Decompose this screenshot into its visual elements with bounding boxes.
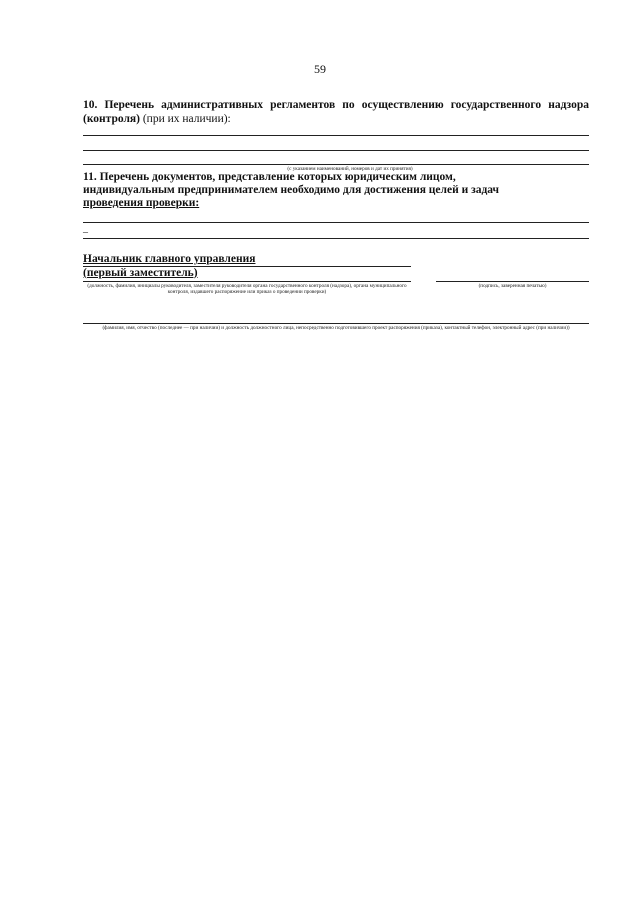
section-11-fill-line-2	[83, 238, 589, 239]
position-fill-line	[83, 266, 411, 267]
section-11-fill-line-1	[83, 222, 589, 223]
signature-caption: (подпись, заверенная печатью)	[478, 283, 547, 289]
section-11-dash: –	[83, 227, 88, 238]
section-11-line-2: индивидуальным предпринимателем необходимо для достижения целей и задач	[83, 184, 500, 196]
section-11-heading	[83, 171, 589, 210]
preparer-caption: (фамилия, имя, отчество (последнее — при наличии) и должность должностного лица, непосредственно подготовившего проект распоряжения (приказа), контактный телефон, электронный адрес (при наличии))	[102, 325, 570, 331]
section-10-fill-line-1	[83, 135, 589, 136]
section-10-heading	[83, 98, 589, 126]
section-11-line-1: 11. Перечень документов, представление которых юридическим лицом,	[83, 171, 456, 183]
signature-line	[436, 281, 589, 282]
section-10-fill-line-2	[83, 150, 589, 151]
signature-title-line-2: (первый заместитель)	[83, 266, 198, 279]
section-10-title: 10. Перечень административных регламентов по осуществлению государственного надзора (контроля)	[83, 99, 589, 125]
preparer-fill-line	[83, 323, 589, 324]
section-10-fill-line-3	[83, 164, 589, 165]
position-caption: (должность, фамилия, инициалы руководителя, заместителя руководителя органа государственного контроля (надзора), органа муниципального контроля, издавшего распоряжение или приказ о проведении проверки)	[87, 283, 407, 295]
signature-title-line-1: Начальник главного управления	[83, 253, 256, 265]
section-10-caption: (с указанием наименований, номеров и дат их принятия)	[287, 166, 413, 172]
page-number: 59	[314, 62, 326, 76]
section-11-line-3: проведения проверки:	[83, 197, 200, 209]
section-10-note: (при их наличии):	[139, 113, 231, 125]
position-underline	[83, 281, 411, 282]
